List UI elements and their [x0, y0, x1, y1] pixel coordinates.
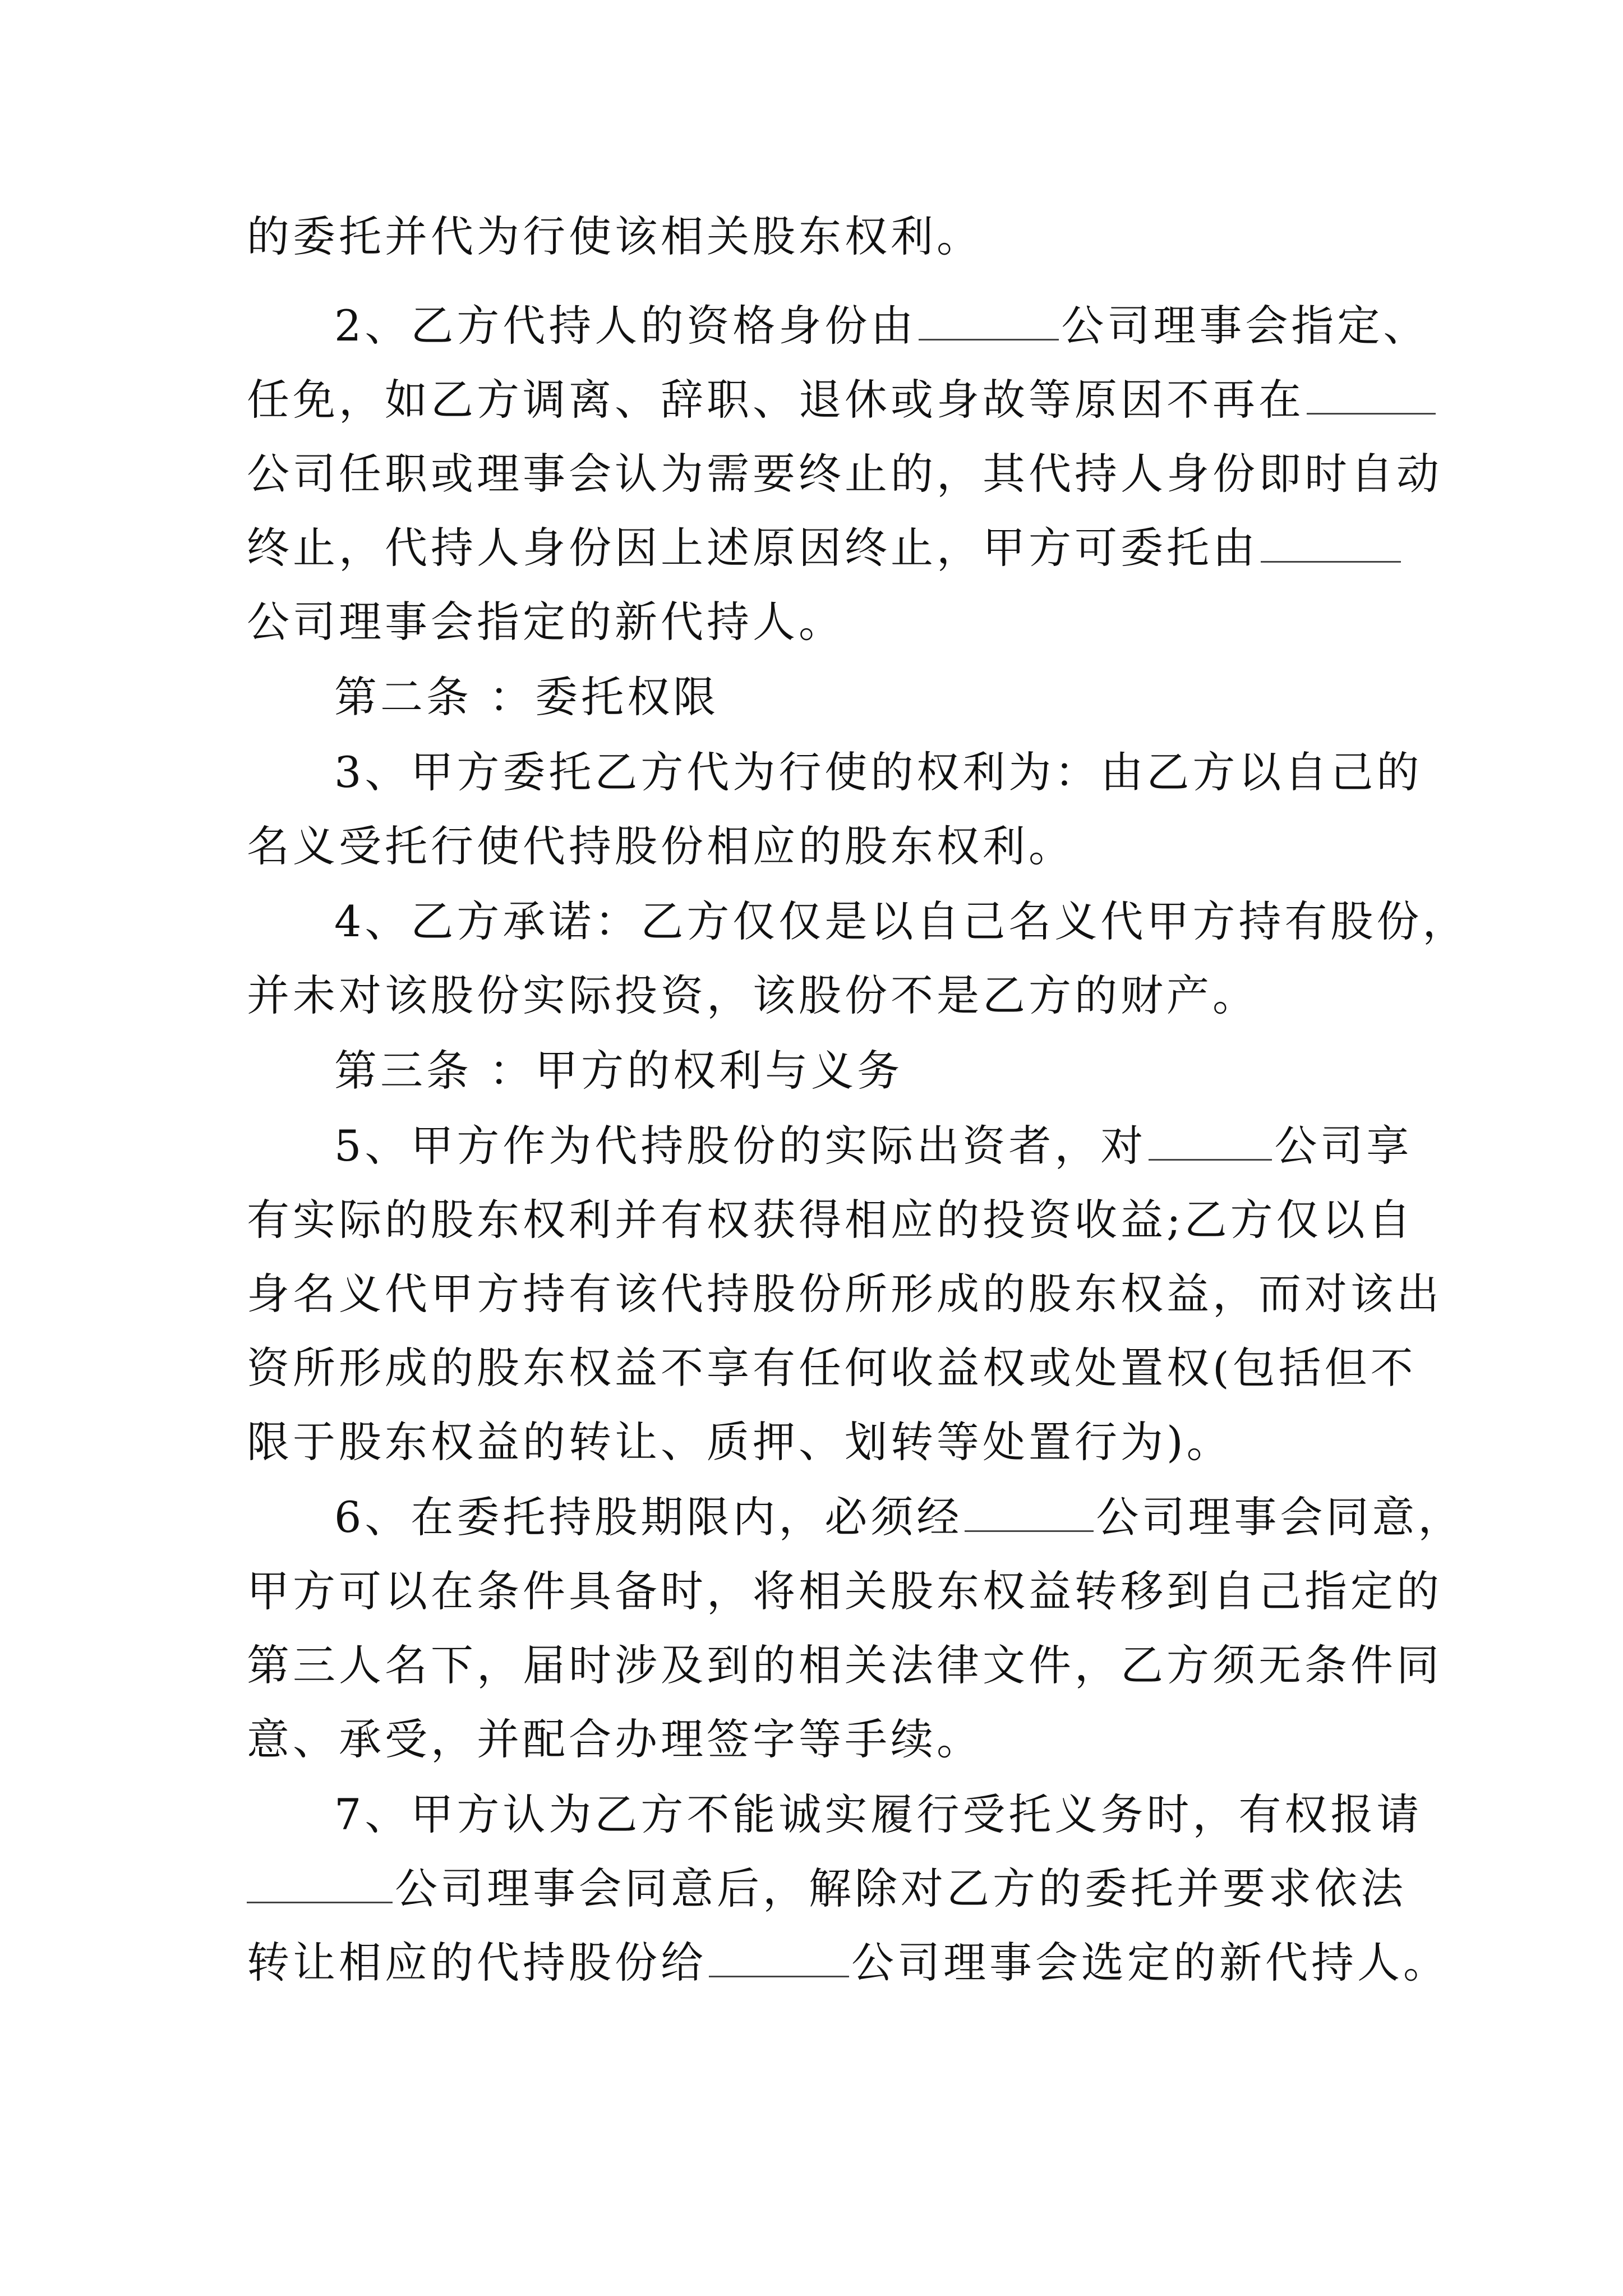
section-heading: [334, 1043, 1436, 1099]
text: 限于股东权益的转让、质押、划转等处置行为)。: [247, 1417, 1233, 1467]
paragraph-line: [247, 446, 1442, 502]
paragraph-line: [247, 1563, 1442, 1619]
paragraph-line: [247, 1414, 1436, 1470]
section-heading: [334, 669, 1436, 725]
text: 公司享: [1274, 1121, 1413, 1171]
paragraph-line: [334, 894, 1469, 950]
text: 任免，如乙方调离、辞职、退休或身故等原因不再在: [247, 375, 1304, 425]
text: 公司理事会同意后，解除对乙方的委托并要求依法: [395, 1864, 1407, 1913]
paragraph-line: [247, 209, 1436, 265]
paragraph-line: [247, 1340, 1436, 1396]
text: 意、承受，并配合办理签字等手续。: [247, 1714, 983, 1764]
paragraph-line: [247, 594, 1436, 650]
paragraph-line: [247, 1861, 1436, 1917]
paragraph-line: [247, 520, 1436, 576]
paragraph-line: [334, 1787, 1436, 1843]
fill-in-blank: [709, 1936, 849, 1977]
text: 公司理事会指定的新代持人。: [247, 597, 845, 647]
paragraph-line: [247, 372, 1436, 428]
paragraph-line: [247, 1935, 1449, 1991]
paragraph-line: [334, 1118, 1436, 1174]
text: 第三条 ：甲方的权利与义务: [334, 1046, 903, 1096]
text: 公司理事会选定的新代持人。: [851, 1938, 1449, 1987]
text: 6、在委托持股期限内，必须经: [334, 1492, 963, 1542]
text: 有实际的股东权利并有权获得相应的投资收益;乙方仅以自: [247, 1195, 1414, 1245]
fill-in-blank: [1149, 1120, 1272, 1161]
paragraph-line: [334, 298, 1436, 354]
text: 终止，代持人身份因上述原因终止，甲方可委托由: [247, 523, 1258, 573]
paragraph-line: [247, 818, 1436, 875]
text: 公司理事会指定、: [1061, 301, 1430, 351]
text: 第二条 ：委托权限: [334, 672, 720, 722]
fill-in-blank: [247, 1862, 393, 1903]
fill-in-blank: [965, 1491, 1094, 1532]
paragraph-line: [247, 1711, 1436, 1768]
paragraph-line: [247, 1192, 1436, 1248]
paragraph-line: [247, 1266, 1442, 1322]
text: 2、乙方代持人的资格身份由: [334, 301, 917, 351]
fill-in-blank: [1261, 522, 1401, 563]
fill-in-blank: [919, 300, 1059, 341]
text: 资所形成的股东权益不享有任何收益权或处置权(包括但不: [247, 1343, 1417, 1393]
text: 转让相应的代持股份给: [247, 1938, 707, 1987]
text: 5、甲方作为代持股份的实际出资者，对: [334, 1121, 1147, 1171]
text: 第三人名下，届时涉及到的相关法律文件，乙方须无条件同: [247, 1640, 1442, 1690]
text: 公司理事会同意，: [1096, 1492, 1464, 1542]
text: 公司任职或理事会认为需要终止的，其代持人身份即时自动: [247, 449, 1442, 499]
text: 4、乙方承诺：乙方仅仅是以自己名义代甲方持有股份，: [334, 896, 1469, 946]
text: 名义受托行使代持股份相应的股东权利。: [247, 821, 1075, 871]
paragraph-line: [334, 744, 1436, 800]
text: 3、甲方委托乙方代为行使的权利为：由乙方以自己的: [334, 747, 1423, 797]
text: 并未对该股份实际投资，该股份不是乙方的财产。: [247, 970, 1258, 1020]
text: 甲方可以在条件具备时，将相关股东权益转移到自己指定的: [247, 1566, 1442, 1616]
text: 的委托并代为行使该相关股东权利。: [247, 211, 983, 261]
text: 7、甲方认为乙方不能诚实履行受托义务时，有权报请: [334, 1789, 1423, 1839]
fill-in-blank: [1307, 374, 1436, 415]
paragraph-line: [334, 1489, 1464, 1545]
paragraph-line: [247, 1637, 1442, 1694]
text: 身名义代甲方持有该代持股份所形成的股东权益，而对该出: [247, 1269, 1442, 1319]
paragraph-line: [247, 968, 1436, 1024]
